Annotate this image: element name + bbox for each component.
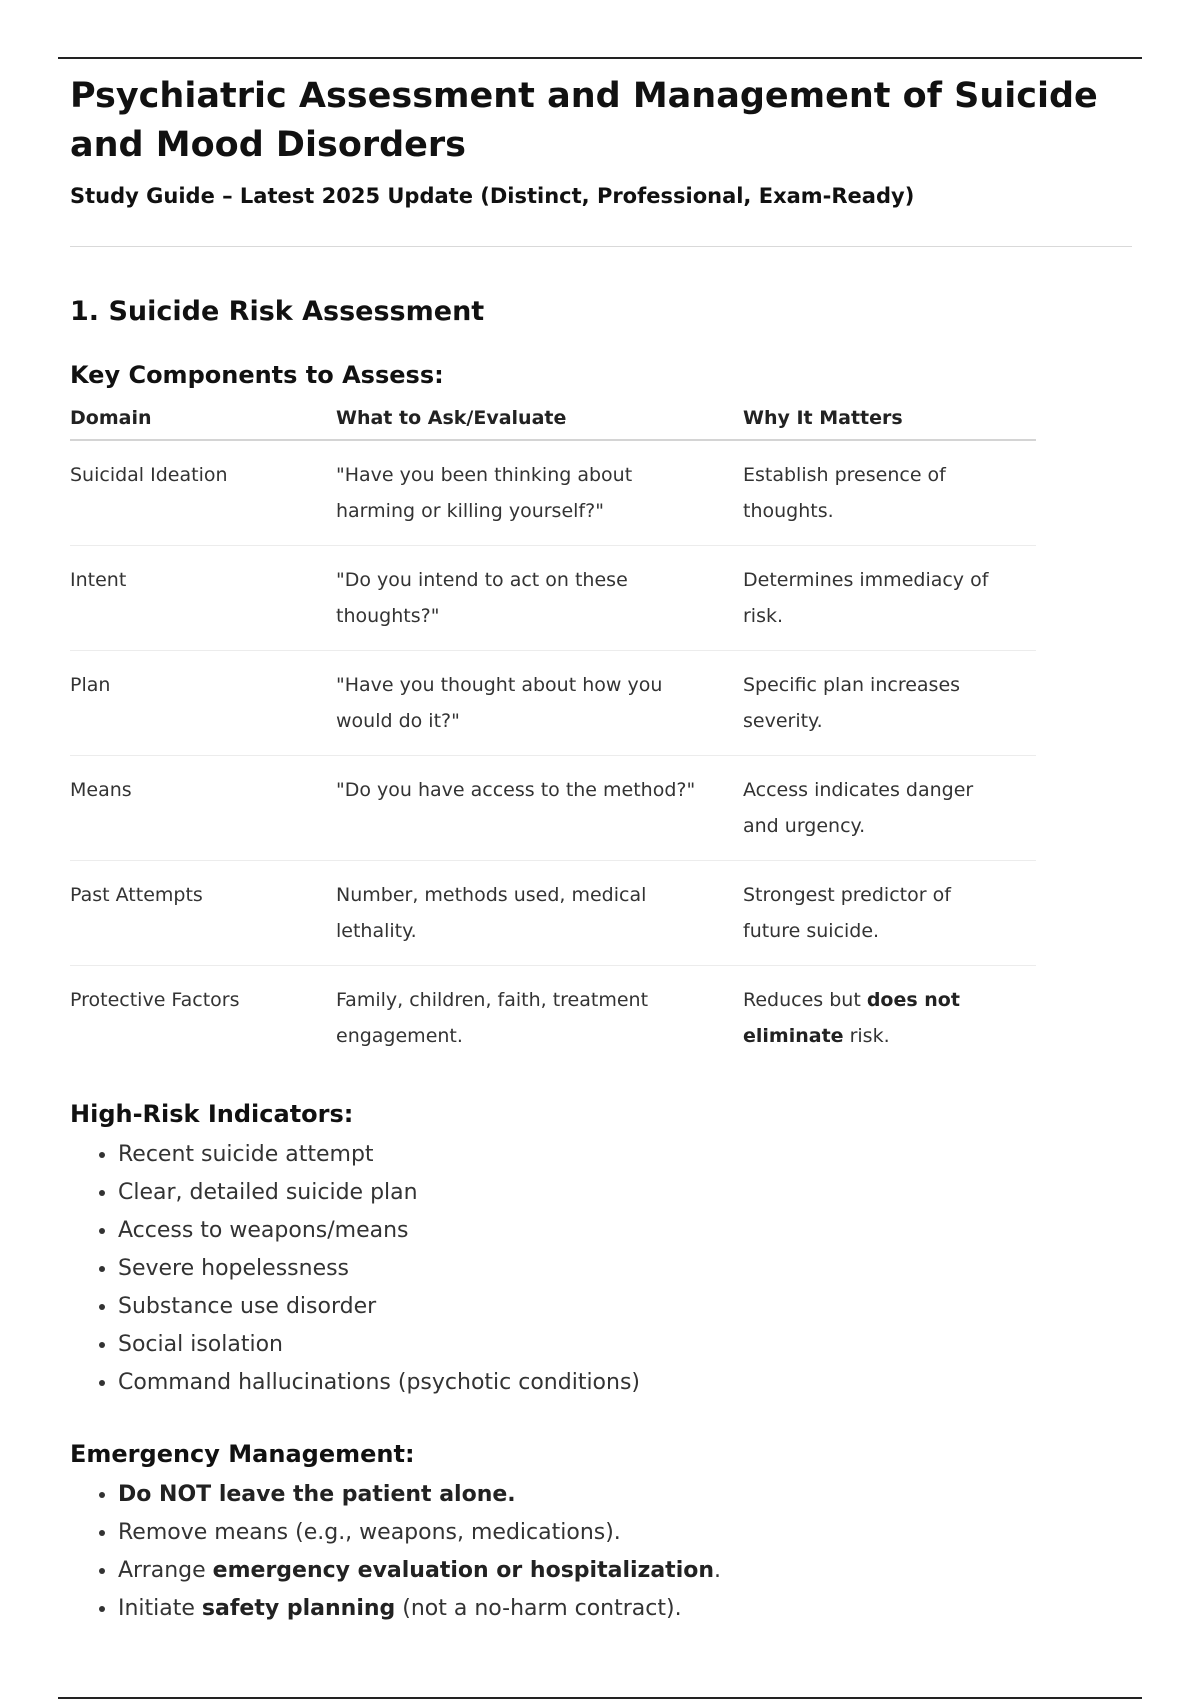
cell-ask: "Do you have access to the method?" xyxy=(336,756,743,861)
cell-why: Specific plan increases severity. xyxy=(743,651,1036,756)
cell-why-emphasis: does not eliminate xyxy=(743,989,960,1047)
cell-why-text: Reduces but xyxy=(743,989,867,1011)
list-item-text: Arrange xyxy=(118,1558,213,1583)
high-risk-list xyxy=(70,1136,1130,1402)
list-item-text: (not a no-harm contract). xyxy=(395,1596,682,1621)
document-page xyxy=(70,72,1130,1628)
list-item: • Access to weapons/means xyxy=(118,1212,1130,1250)
section-heading-suicide-risk: 1. Suicide Risk Assessment xyxy=(70,296,485,327)
cell-domain: Plan xyxy=(70,651,336,756)
list-item: • Social isolation xyxy=(118,1326,1130,1364)
cell-domain: Means xyxy=(70,756,336,861)
cell-ask: Number, methods used, medical lethality. xyxy=(336,861,743,966)
list-item-emphasis: Do NOT leave the patient alone. xyxy=(118,1482,516,1507)
cell-ask: "Do you intend to act on these thoughts?" xyxy=(336,546,743,651)
list-item: • Command hallucinations (psychotic conditions) xyxy=(118,1364,1130,1402)
cell-why-text: risk. xyxy=(843,1025,890,1047)
column-header-domain: Domain xyxy=(70,401,336,440)
list-item xyxy=(118,1476,1130,1514)
list-item-emphasis: safety planning xyxy=(201,1596,396,1621)
table-row xyxy=(70,966,1036,1071)
cell-why xyxy=(743,966,1036,1071)
assessment-table xyxy=(70,401,1036,1070)
cell-domain: Suicidal Ideation xyxy=(70,440,336,546)
list-item: • Severe hopelessness xyxy=(118,1250,1130,1288)
table-row xyxy=(70,651,1036,756)
list-item-emphasis: emergency evaluation or hospitalization xyxy=(212,1558,715,1583)
list-item: • Recent suicide attempt xyxy=(118,1136,1130,1174)
cell-why: Strongest predictor of future suicide. xyxy=(743,861,1036,966)
cell-ask: "Have you been thinking about harming or killing yourself?" xyxy=(336,440,743,546)
key-components-heading: Key Components to Assess: xyxy=(70,361,444,389)
emergency-list xyxy=(70,1476,1130,1628)
cell-domain: Intent xyxy=(70,546,336,651)
top-rule xyxy=(58,57,1142,59)
list-item-text: Initiate xyxy=(118,1596,202,1621)
table-header-row xyxy=(70,401,1036,440)
cell-ask: Family, children, faith, treatment engagement. xyxy=(336,989,649,1047)
table-row xyxy=(70,440,1036,546)
document-title: Psychiatric Assessment and Management of Suicide and Mood Disorders xyxy=(70,76,1098,165)
section-divider xyxy=(70,246,1132,247)
cell-why: Access indicates danger and urgency. xyxy=(743,756,1036,861)
list-item: • Substance use disorder xyxy=(118,1288,1130,1326)
cell-why: Determines immediacy of risk. xyxy=(743,546,1036,651)
cell-why: Establish presence of thoughts. xyxy=(743,440,1036,546)
list-item: • Clear, detailed suicide plan xyxy=(118,1174,1130,1212)
column-header-why-it-matters: Why It Matters xyxy=(743,401,1036,440)
cell-domain: Protective Factors xyxy=(70,989,240,1011)
table-row xyxy=(70,861,1036,966)
table-row xyxy=(70,546,1036,651)
list-item-text: . xyxy=(714,1558,722,1583)
list-item xyxy=(118,1552,1130,1590)
cell-ask: "Have you thought about how you would do it?" xyxy=(336,651,743,756)
document-subtitle: Study Guide – Latest 2025 Update (Distinct, Professional, Exam-Ready) xyxy=(70,184,915,208)
column-header-what-to-ask: What to Ask/Evaluate xyxy=(336,401,743,440)
high-risk-heading: High-Risk Indicators: xyxy=(70,1100,354,1128)
cell-domain: Past Attempts xyxy=(70,861,336,966)
list-item xyxy=(118,1590,1130,1628)
emergency-management-heading: Emergency Management: xyxy=(70,1440,415,1468)
list-item: • Remove means (e.g., weapons, medications). xyxy=(118,1514,1130,1552)
table-row xyxy=(70,756,1036,861)
bottom-rule xyxy=(58,1697,1142,1699)
